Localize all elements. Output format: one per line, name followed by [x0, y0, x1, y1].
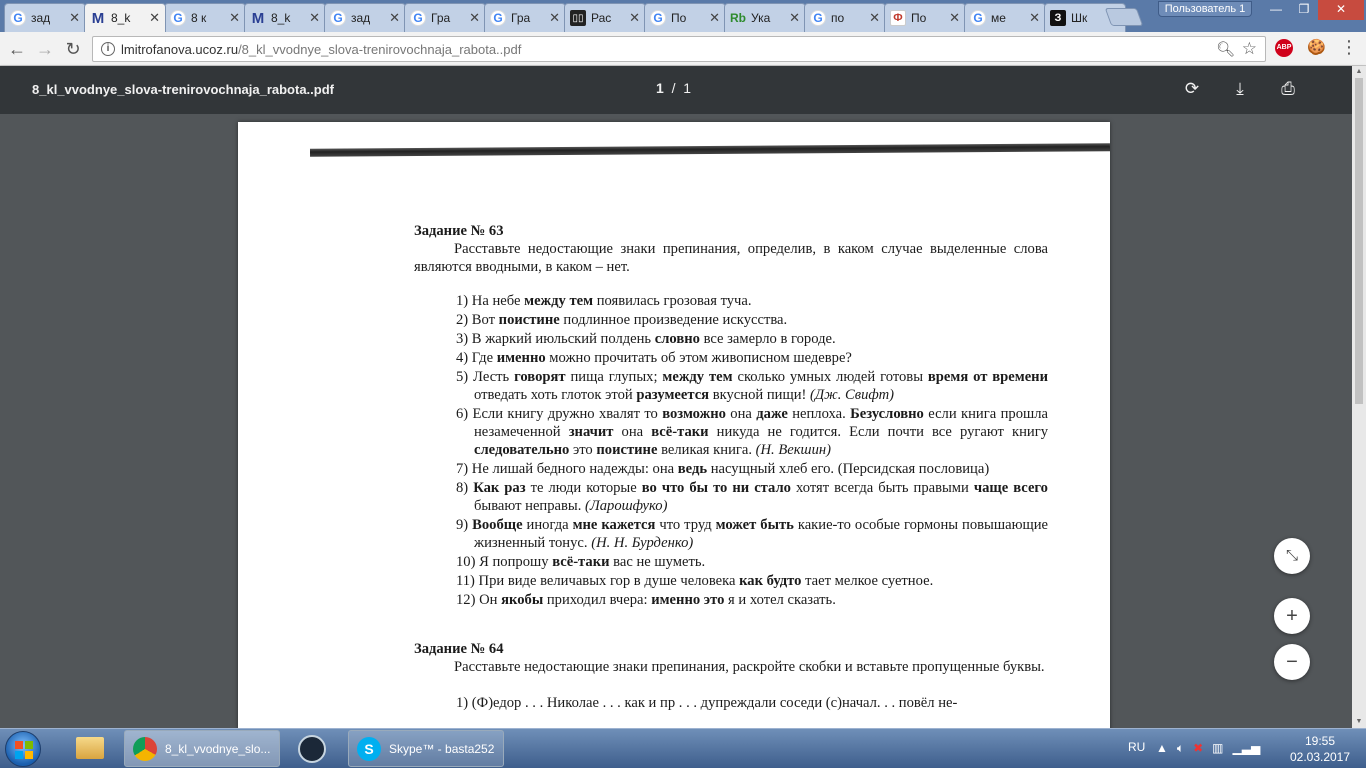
list-item: 6) Если книгу дружно хвалят то возможно она даже неплоха. Безусловно если книга прошла незамеченной значит она всё-таки никуда не годится. Если почти все ругают книгу следовательно это поистине великая книга. (Н. Векшин)	[456, 406, 1049, 458]
tab-title: по	[831, 11, 845, 25]
windows-logo-icon	[15, 741, 33, 759]
list-item: 2) Вот поистине подлинное произведение искусства.	[456, 312, 788, 328]
rotate-icon[interactable]: ⟳	[1184, 79, 1200, 98]
google-favicon-icon: G	[170, 10, 186, 26]
list-item: 11) При виде величавых гор в душе человека как будто тает мелкое суетное.	[456, 573, 934, 589]
browser-tab[interactable]	[964, 3, 1046, 32]
tab-strip	[0, 0, 1366, 32]
volume-icon[interactable]: 🔈︎	[1176, 741, 1185, 755]
task64-first-line: 1) (Ф)едор . . . Николае . . . как и пр . . . дупреждали соседи (с)начал. . . повёл не-	[456, 695, 958, 711]
tab-title: ме	[991, 11, 1006, 25]
chrome-icon	[133, 737, 157, 761]
chrome-menu-icon[interactable]: ⋮	[1340, 37, 1358, 57]
browser-tab[interactable]	[724, 3, 806, 32]
tab-title: 8_k	[111, 11, 131, 25]
m-favicon-icon: M	[251, 9, 265, 27]
browser-tab[interactable]	[804, 3, 886, 32]
browser-tab[interactable]	[164, 3, 246, 32]
steam-taskbar-icon[interactable]	[286, 731, 338, 767]
list-item: 4) Где именно можно прочитать об этом живописном шедевре?	[456, 350, 852, 366]
browser-tab[interactable]	[404, 3, 486, 32]
tab-title: По	[671, 11, 687, 25]
skype-taskbar-button[interactable]	[348, 730, 504, 767]
download-icon[interactable]: ⤓	[1236, 79, 1244, 98]
tab-title: 8_k	[271, 11, 291, 25]
task63-title: Задание № 63	[414, 223, 504, 239]
close-tab-icon[interactable]: ✕	[869, 10, 880, 25]
zoom-icon[interactable]: 🔍︎	[1215, 41, 1235, 58]
close-window-button[interactable]: ✕	[1318, 0, 1364, 20]
close-tab-icon[interactable]: ✕	[229, 10, 240, 25]
google-favicon-icon: G	[410, 10, 426, 26]
zoom-out-button[interactable]: −	[1274, 644, 1310, 680]
scrollbar-thumb[interactable]	[1355, 78, 1363, 404]
explorer-taskbar-icon[interactable]	[64, 731, 116, 767]
url-path: /8_kl_vvodnye_slova-trenirovochnaja_rabota..pdf	[238, 42, 522, 57]
close-tab-icon[interactable]: ✕	[629, 10, 640, 25]
close-tab-icon[interactable]: ✕	[69, 10, 80, 25]
browser-tab[interactable]	[564, 3, 646, 32]
tab-title: Гра	[431, 11, 451, 25]
cookie-extension-icon[interactable]: 🍪	[1307, 39, 1326, 56]
close-tab-icon[interactable]: ✕	[549, 10, 560, 25]
new-tab-button[interactable]	[1105, 8, 1144, 26]
close-tab-icon[interactable]: ✕	[709, 10, 720, 25]
minimize-button[interactable]: —	[1270, 2, 1282, 16]
z-favicon-icon: З	[1050, 10, 1066, 26]
browser-tab[interactable]	[4, 3, 86, 32]
close-tab-icon[interactable]: ✕	[469, 10, 480, 25]
tab-title: Гра	[511, 11, 531, 25]
list-item: 5) Лесть говорят пища глупых; между тем сколько умных людей готовы время от времени отведать хоть глоток этой разумеется вкусной пищи! (Дж. Свифт)	[456, 369, 1048, 403]
tab-title: зад	[351, 11, 371, 25]
url-text[interactable]	[121, 42, 521, 57]
info-icon[interactable]: i	[101, 42, 115, 56]
scroll-down-icon[interactable]: ▼	[1355, 718, 1363, 725]
list-item: 12) Он якобы приходил вчера: именно это я и хотел сказать.	[456, 592, 836, 608]
tab-title: Рас	[591, 11, 612, 25]
list-item: 3) В жаркий июльский полдень словно все замерло в городе.	[456, 331, 836, 347]
google-favicon-icon: G	[330, 10, 346, 26]
scroll-up-icon[interactable]: ▲	[1355, 68, 1363, 75]
reload-button[interactable]: ↻	[65, 39, 81, 59]
ru-favicon-icon: Rb	[730, 11, 746, 25]
list-item: 10) Я попрошу всё-таки вас не шуметь.	[456, 554, 706, 570]
pdf-viewer	[0, 114, 1352, 728]
clock[interactable]	[1280, 733, 1360, 765]
fit-to-page-button[interactable]: ⤡	[1274, 538, 1310, 574]
close-tab-icon[interactable]: ✕	[789, 10, 800, 25]
browser-tab[interactable]	[644, 3, 726, 32]
bookmark-star-icon[interactable]: ☆	[1241, 39, 1257, 58]
close-tab-icon[interactable]: ✕	[389, 10, 400, 25]
total-pages: 1	[683, 80, 692, 96]
browser-tab[interactable]	[244, 3, 326, 32]
system-tray	[1156, 741, 1260, 756]
tab-title: По	[911, 11, 927, 25]
google-favicon-icon: G	[810, 10, 826, 26]
network-error-icon[interactable]: ✖	[1193, 741, 1204, 755]
task-label: Skype™ - basta252	[389, 741, 495, 756]
window-controls	[1262, 0, 1364, 20]
page-indicator	[656, 80, 691, 96]
tab-list	[4, 3, 1124, 32]
pdf-text	[414, 222, 1049, 711]
windows-taskbar	[0, 728, 1366, 768]
start-button[interactable]	[5, 731, 41, 767]
task64-instruction: Расставьте недостающие знаки препинания, раскройте скобки и вставьте пропущенные буквы.	[454, 659, 1045, 675]
google-favicon-icon: G	[10, 10, 26, 26]
rasp-favicon-icon: ▯▯	[570, 10, 586, 26]
browser-tab[interactable]	[484, 3, 566, 32]
address-bar[interactable]	[92, 36, 1266, 62]
scan-border-line	[310, 143, 1110, 157]
vertical-scrollbar[interactable]	[1352, 66, 1366, 728]
pdf-page	[238, 122, 1110, 742]
network-icon[interactable]: ▥	[1212, 741, 1224, 755]
tab-title: 8 к	[191, 11, 207, 25]
task63-list	[414, 292, 1048, 609]
pdf-filename: 8_kl_vvodnye_slova-trenirovochnaja_rabota..pdf	[32, 82, 334, 97]
clock-date: 02.03.2017	[1289, 750, 1351, 764]
chrome-taskbar-button[interactable]	[124, 730, 280, 767]
language-indicator[interactable]: RU	[1128, 740, 1146, 754]
clock-time: 19:55	[1304, 734, 1336, 748]
zoom-in-button[interactable]: +	[1274, 598, 1310, 634]
back-button[interactable]: ←	[8, 39, 26, 59]
profile-button[interactable]: Пользователь 1	[1158, 1, 1252, 17]
list-item: 1) На небе между тем появилась грозовая туча.	[456, 293, 752, 309]
adblock-extension-icon[interactable]: ABP	[1275, 39, 1293, 57]
google-favicon-icon: G	[650, 10, 666, 26]
task-label: 8_kl_vvodnye_slo...	[165, 741, 271, 756]
pdf-toolbar	[0, 66, 1366, 114]
maximize-button[interactable]: ❐	[1298, 2, 1310, 16]
tab-title: зад	[31, 11, 51, 25]
show-hidden-icons-icon[interactable]: ▲	[1156, 741, 1168, 755]
print-icon[interactable]: ⎙	[1281, 79, 1295, 98]
browser-tab[interactable]	[884, 3, 966, 32]
browser-tab[interactable]	[84, 3, 166, 32]
close-tab-icon[interactable]: ✕	[949, 10, 960, 25]
signal-icon[interactable]: ▁▃▅	[1232, 741, 1261, 755]
task63-instruction: Расставьте недостающие знаки препинания, определив, в каком случае выделенные слова являются вводными, в каком – нет.	[414, 241, 1048, 275]
list-item: 8) Как раз те люди которые во что бы то ни стало хотят всегда быть правыми чаще всего бывают неправы. (Ларошфуко)	[456, 480, 1048, 514]
list-item: 7) Не лишай бедного надежды: она ведь насущный хлеб его. (Персидская пословица)	[456, 461, 990, 477]
skype-icon: S	[357, 737, 381, 761]
browser-tab[interactable]	[324, 3, 406, 32]
tab-title: Шк	[1071, 11, 1088, 25]
pdf-favicon-icon: Ф	[890, 10, 906, 26]
tab-title: Ука	[751, 11, 771, 25]
task64-title: Задание № 64	[414, 641, 504, 657]
close-tab-icon[interactable]: ✕	[309, 10, 320, 25]
google-favicon-icon: G	[970, 10, 986, 26]
m-favicon-icon: M	[91, 9, 105, 27]
current-page-input[interactable]: 1	[656, 80, 664, 96]
url-host: lmitrofanova.ucoz.ru	[121, 42, 239, 57]
browser-toolbar	[0, 32, 1366, 66]
close-tab-icon[interactable]: ✕	[1029, 10, 1040, 25]
close-tab-icon[interactable]: ✕	[149, 10, 160, 25]
forward-button[interactable]: →	[36, 39, 54, 59]
list-item: 9) Вообще иногда мне кажется что труд может быть какие-то особые гормоны повышающие жизненный тонус. (Н. Н. Бурденко)	[456, 517, 1048, 551]
page-separator: /	[671, 80, 676, 96]
google-favicon-icon: G	[490, 10, 506, 26]
